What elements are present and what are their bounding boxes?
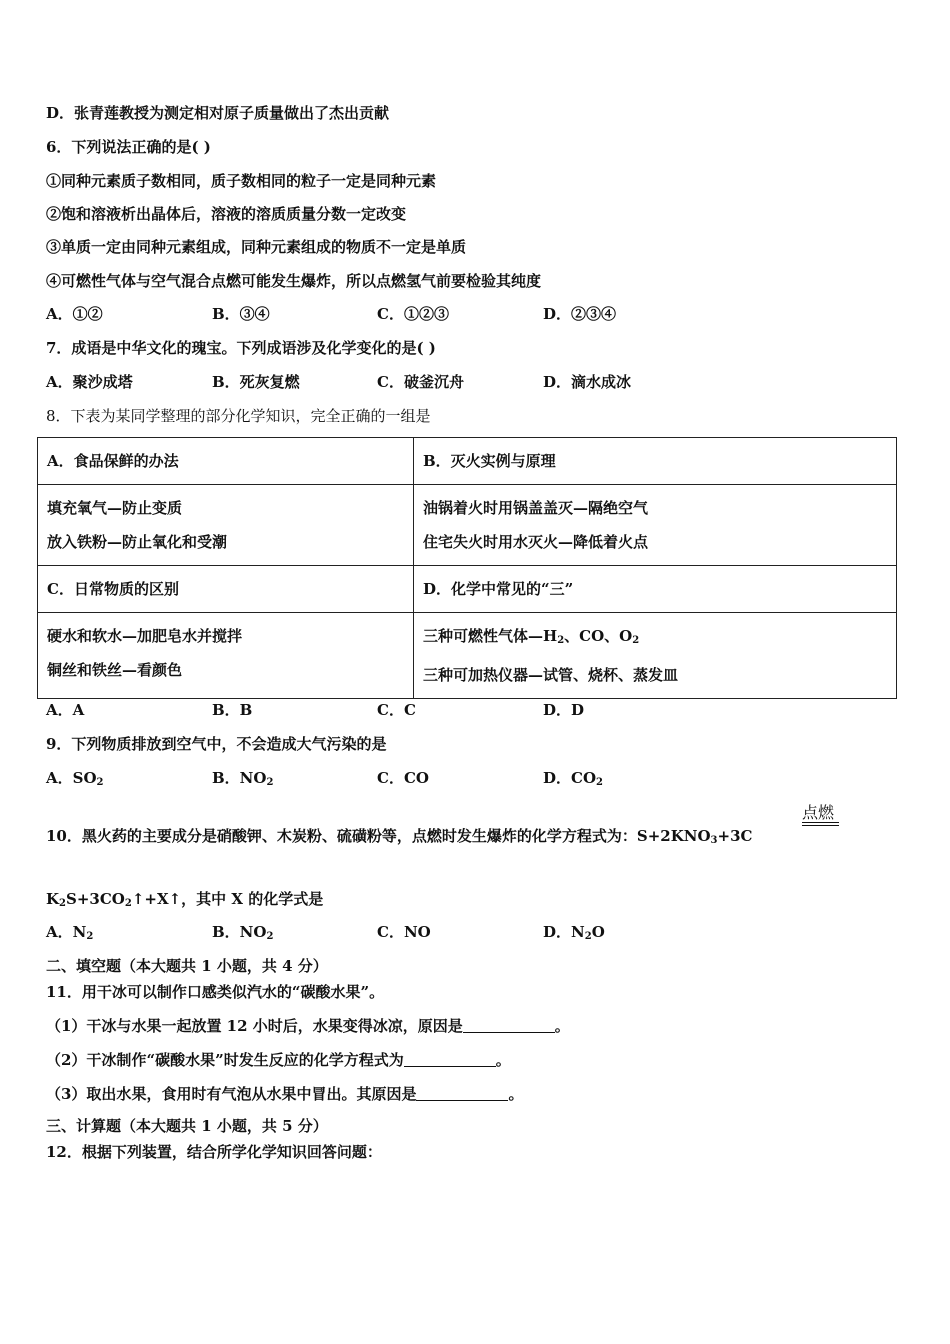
- q6-statement-4: ④可燃性气体与空气混合点燃可能发生爆炸，所以点燃氢气前要检验其纯度: [46, 272, 542, 290]
- q6-option-b[interactable]: B．③④: [212, 305, 270, 323]
- cell-d-line-1: 三种可燃性气体$—H_2$、CO、$O_2$: [423, 627, 640, 646]
- cell-d-line-2: 三种可加热仪器—试管、烧杯、蒸发皿: [423, 666, 679, 684]
- q8-option-a[interactable]: A．A: [46, 701, 85, 719]
- q10-option-a[interactable]: A．$N_2$: [46, 923, 94, 942]
- cell-b-line-1: 油锅着火时用锅盖盖灭—隔绝空气: [423, 499, 649, 517]
- section-2-heading: 二、填空题（本大题共 1 小题，共 4 分）: [46, 957, 328, 975]
- q10-option-b[interactable]: B．$NO_2$: [212, 923, 274, 942]
- q8-option-c[interactable]: C．C: [377, 701, 416, 719]
- q8-option-d[interactable]: D．D: [543, 701, 585, 719]
- answer-blank-3[interactable]: [416, 1086, 508, 1101]
- section-3-heading: 三、计算题（本大题共 1 小题，共 5 分）: [46, 1117, 328, 1135]
- q6-statement-2: ②饱和溶液析出晶体后，溶液的溶质质量分数一定改变: [46, 205, 407, 223]
- q6-stem: 6．下列说法正确的是( ): [46, 138, 211, 156]
- q9-option-b[interactable]: B．$NO_2$: [212, 769, 274, 788]
- equals-bar-bottom: [802, 825, 839, 826]
- cell-c-body: [38, 613, 414, 699]
- q10-option-d[interactable]: D．$N_2O$: [543, 923, 605, 942]
- q6-option-d[interactable]: D．②③④: [543, 305, 617, 323]
- q9-option-a[interactable]: A．$SO_2$: [46, 769, 104, 788]
- cell-a-line-2: 放入铁粉—防止氧化和受潮: [47, 533, 228, 551]
- cell-b-body: [414, 485, 897, 566]
- cell-c-line-2: 铜丝和铁丝—看颜色: [47, 661, 183, 679]
- q7-stem: 7．成语是中华文化的瑰宝。下列成语涉及化学变化的是( ): [46, 339, 436, 357]
- cell-a-head: [38, 438, 414, 485]
- q9-option-d[interactable]: D．$CO_2$: [543, 769, 603, 788]
- answer-blank-1[interactable]: [463, 1018, 555, 1033]
- q11-stem: 11．用干冰可以制作口感类似汽水的“碳酸水果”。: [46, 983, 385, 1001]
- q9-stem: 9．下列物质排放到空气中，不会造成大气污染的是: [46, 735, 387, 753]
- q6-option-a[interactable]: A．①②: [46, 305, 103, 323]
- q9-option-c[interactable]: C．CO: [377, 769, 429, 787]
- q8-stem: 8．下表为某同学整理的部分化学知识，完全正确的一组是: [46, 407, 431, 425]
- q6-statement-1: ①同种元素质子数相同，质子数相同的粒子一定是同种元素: [46, 172, 437, 190]
- cell-d-body: [414, 613, 897, 699]
- cell-b-head-text: B．灭火实例与原理: [423, 452, 556, 470]
- q7-option-b[interactable]: B．死灰复燃: [212, 373, 300, 391]
- q11-part-3: （3）取出水果，食用时有气泡从水果中冒出。其原因是 。: [46, 1085, 524, 1103]
- q8-knowledge-table: [37, 437, 897, 699]
- q5-option-d: D．张青莲教授为测定相对原子质量做出了杰出贡献: [46, 104, 390, 122]
- q11-part-2: （2）干冰制作“碳酸水果”时发生反应的化学方程式为 。: [46, 1051, 511, 1069]
- q6-option-c[interactable]: C．①②③: [377, 305, 449, 323]
- cell-a-head-text: A．食品保鲜的办法: [47, 452, 179, 470]
- answer-blank-2[interactable]: [404, 1052, 496, 1067]
- q7-option-a[interactable]: A．聚沙成塔: [46, 373, 133, 391]
- cell-a-body: [38, 485, 414, 566]
- q8-option-b[interactable]: B．B: [212, 701, 253, 719]
- q10-equation-products: $K_2S+3CO_2↑+X↑$，其中 X 的化学式是: [46, 890, 324, 909]
- q11-part-1: （1）干冰与水果一起放置 12 小时后，水果变得冰凉，原因是 。: [46, 1017, 570, 1035]
- cell-d-head: [414, 566, 897, 613]
- q12-stem: 12．根据下列装置，结合所学化学知识回答问题：: [46, 1143, 382, 1161]
- q10-stem: 10．黑火药的主要成分是硝酸钾、木炭粉、硫磺粉等，点燃时发生爆炸的化学方程式为：$S+2KNO_3+3C$: [46, 827, 753, 846]
- reaction-condition-text: 点燃: [802, 803, 835, 822]
- cell-c-line-1: 硬水和软水—加肥皂水并搅拌: [47, 627, 243, 645]
- equals-bar-top: [802, 822, 839, 823]
- cell-b-line-2: 住宅失火时用水灭火—降低着火点: [423, 533, 649, 551]
- cell-d-head-text: D．化学中常见的“三”: [423, 580, 574, 598]
- cell-a-line-1: 填充氧气—防止变质: [47, 499, 183, 517]
- cell-c-head: [38, 566, 414, 613]
- q7-option-c[interactable]: C．破釜沉舟: [377, 373, 464, 391]
- q6-statement-3: ③单质一定由同种元素组成，同种元素组成的物质不一定是单质: [46, 238, 467, 256]
- cell-c-head-text: C．日常物质的区别: [47, 580, 179, 598]
- reaction-condition: [802, 800, 834, 823]
- q10-option-c[interactable]: C．NO: [377, 923, 431, 941]
- cell-b-head: [414, 438, 897, 485]
- q7-option-d[interactable]: D．滴水成冰: [543, 373, 632, 391]
